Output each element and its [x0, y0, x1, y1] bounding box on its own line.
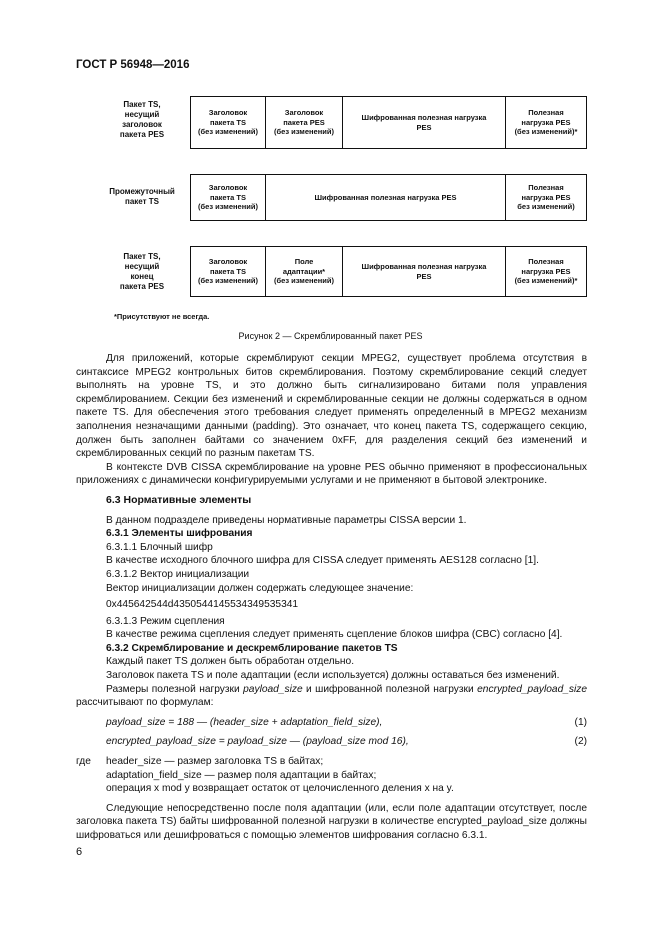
where-item: операция x mod y возвращает остаток от целочисленного деления x на y.	[106, 783, 454, 795]
adaptation-field-cell: Поле адаптации* (без изменений)	[266, 247, 343, 296]
clause-heading: 6.3.1.3 Режим сцепления	[106, 615, 225, 627]
subsection-heading-6-3-1: 6.3.1 Элементы шифрования	[106, 528, 253, 540]
paragraph: Каждый пакет TS должен быть обработан отдельно.	[106, 656, 355, 668]
where-block: где header_size — размер заголовка TS в байтах; adaptation_field_size — размер поля адаптации в байтах; операция x mod y возвращает остаток от целочисленного деления x на y.	[76, 755, 587, 796]
section-heading-6-3: 6.3 Нормативные элементы	[106, 493, 252, 506]
ts-header-cell: Заголовок пакета TS (без изменений)	[191, 247, 266, 296]
packet-diagram-row-3	[190, 246, 587, 297]
page-number: 6	[76, 846, 83, 858]
where-item: adaptation_field_size — размер поля адаптации в байтах;	[106, 769, 377, 781]
ts-header-cell: Заголовок пакета TS (без изменений)	[191, 175, 266, 220]
paragraph: В данном подразделе приведены нормативные параметры CISSA версии 1.	[106, 514, 467, 526]
document-header: ГОСТ Р 56948—2016	[76, 59, 190, 71]
pes-header-cell: Заголовок пакета PES (без изменений)	[266, 97, 343, 148]
paragraph: Вектор инициализации должен содержать следующее значение:	[106, 582, 414, 594]
clause-heading: 6.3.1.2 Вектор инициализации	[106, 568, 250, 580]
ts-header-cell: Заголовок пакета TS (без изменений)	[191, 97, 266, 148]
paragraph: Следующие непосредственно после поля адаптации (или, если поле адаптации отсутствует, после заголовка пакета TS) байты шифрованной полезной нагрузки в количестве encrypted_payload_size должны шифроваться или дешифроваться с помощью элементов шифрования согласно 6.3.1.	[76, 802, 587, 841]
paragraph: В качестве исходного блочного шифра для CISSA следует применять AES128 согласно [1].	[106, 555, 539, 567]
packet-diagram-row-1	[190, 96, 587, 149]
figure-caption: Рисунок 2 — Скремблированный пакет PES	[238, 331, 423, 341]
paragraph: Для приложений, которые скремблируют секции MPEG2, существует проблема отсутствия в синтаксисе MPEG2 контрольных битов скремблирования. Поэтому скремблирование секций следует выполнять на уровне TS, и это должно быть сигнализировано битами поля управления скремблированием. Секции без изменений и скремблированные секции не должны содержаться в одном пакете TS. Для обеспечения этого требования следует применять определенный в MPEG2 механизм заполнения незначащими данными (padding). Это означает, что конец пакета TS, содержащего секцию, должен быть заполнен байтами со значением 0xFF, для разделения секций без изменений и скремблированных секций по разным пакетам TS.	[76, 353, 587, 460]
clause-heading: 6.3.1.1 Блочный шифр	[106, 541, 213, 553]
encrypted-payload-cell: Шифрованная полезная нагрузка PES	[343, 97, 506, 148]
row-label-3: Пакет TS, несущий конец пакета PES	[119, 252, 165, 291]
where-item: header_size — размер заголовка TS в байтах;	[106, 756, 324, 768]
formula-2: encrypted_payload_size = payload_size — (payload_size mod 16), (2)	[106, 736, 587, 748]
encrypted-payload-cell: Шифрованная полезная нагрузка PES	[266, 175, 506, 220]
iv-value: 0x445642544d4350544145534349535341	[106, 599, 299, 611]
clear-payload-cell: Полезная нагрузка PES (без изменений)*	[514, 257, 578, 286]
paragraph: В контексте DVB CISSA скремблирование на уровне PES обычно применяют в профессиональных приложениях с динамически конфигурируемыми услугами и не применяют в бытовой электронике.	[76, 461, 587, 487]
paragraph: В качестве режима сцепления следует применять сцепление блоков шифра (CBC) согласно [4].	[106, 629, 563, 641]
formula-1: payload_size = 188 — (header_size + adaptation_field_size), (1)	[106, 716, 587, 728]
clear-payload-cell: Полезная нагрузка PES без изменений)	[517, 183, 575, 212]
paragraph: Заголовок пакета TS и поле адаптации (если используется) должны оставаться без изменений.	[106, 670, 560, 682]
packet-diagram-row-2	[190, 174, 587, 221]
row-label-1: Пакет TS, несущий заголовок пакета PES	[119, 100, 165, 139]
paragraph: Размеры полезной нагрузки payload_size и шифрованной полезной нагрузки encrypted_payload_size рассчитывают по формулам:	[76, 683, 588, 709]
encrypted-payload-cell: Шифрованная полезная нагрузка PES	[343, 247, 506, 296]
subsection-heading-6-3-2: 6.3.2 Скремблирование и дескремблирование пакетов TS	[106, 642, 398, 654]
figure-footnote: *Присутствуют не всегда.	[114, 312, 210, 321]
row-label-2: Промежуточный пакет TS	[109, 187, 175, 206]
clear-payload-cell: Полезная нагрузка PES (без изменений)*	[514, 108, 578, 137]
body-text	[76, 352, 587, 843]
